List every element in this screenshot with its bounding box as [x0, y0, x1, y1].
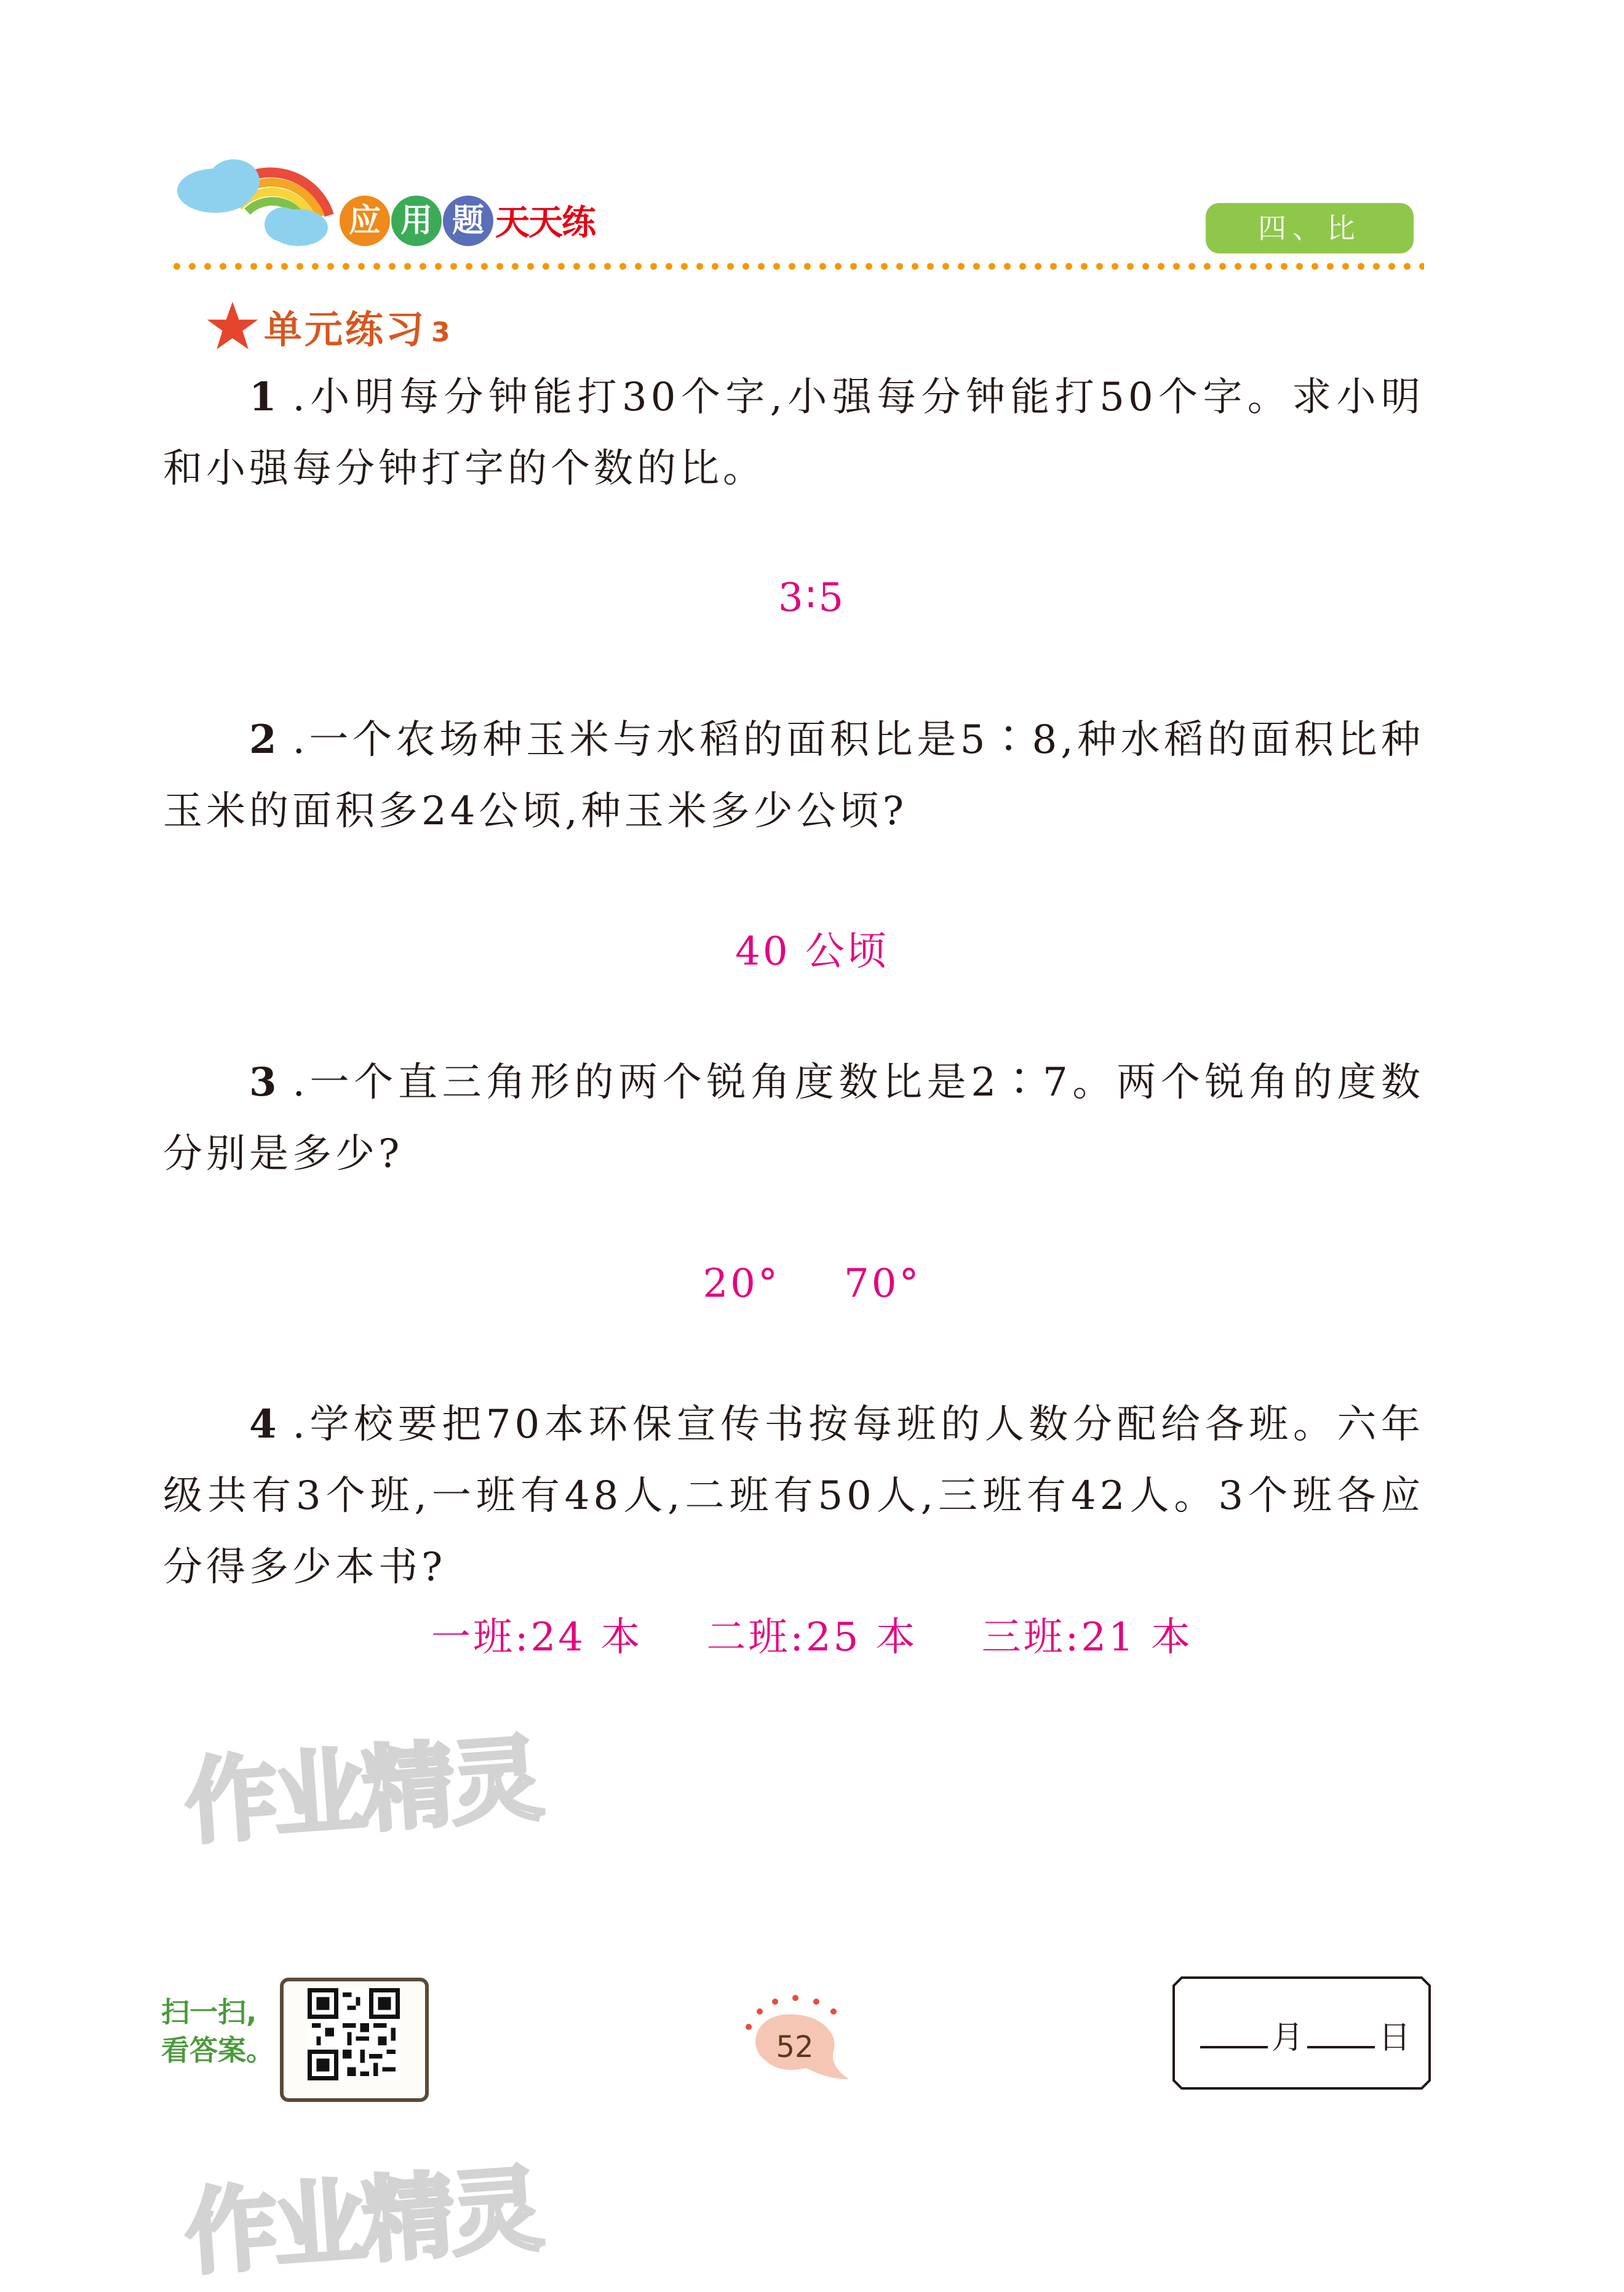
problem-number: 4	[249, 1401, 277, 1447]
rainbow-cloud-logo-icon	[172, 148, 338, 258]
problem-text: 学校要把70本环保宣传书按每班的人数分配给各班。六年级共有3个班,一班有48人,二班有50人,三班有42人。3个班各应分得多少本书?	[163, 1402, 1424, 1590]
scan-prompt	[161, 1993, 274, 2069]
answer-4	[0, 1606, 1624, 1662]
watermark: 作业精灵	[181, 1725, 543, 1857]
date-field[interactable]	[1196, 2011, 1411, 2058]
scan-line-2: 看答案。	[161, 2034, 274, 2067]
star-icon	[206, 300, 259, 352]
logo-char-1: 应	[340, 196, 390, 246]
problem-text: 一个农场种玉米与水稻的面积比是5∶8,种水稻的面积比种玉米的面积多24公顷,种玉米多少公顷?	[163, 717, 1424, 834]
answer-3-part-2: 70°	[844, 1261, 921, 1307]
chapter-tab: 四、比	[1206, 203, 1414, 253]
dotted-divider	[169, 262, 1424, 271]
scan-line-1: 扫一扫,	[161, 1996, 257, 2029]
section-title: 单元练习	[264, 306, 427, 352]
problem-1: 1 .小明每分钟能打30个字,小强每分钟能打50个字。求小明和小强每分钟打字的个数的比。	[163, 374, 1424, 491]
watermark: 作业精灵	[181, 2156, 543, 2288]
answer-1: 3∶5	[778, 575, 846, 621]
answer-2: 40 公顷	[735, 929, 889, 974]
section-heading	[206, 298, 450, 354]
problem-4: 4 .学校要把70本环保宣传书按每班的人数分配给各班。六年级共有3个班,一班有48人,二班有50人,三班有42人。3个班各应分得多少本书?	[163, 1401, 1424, 1590]
qr-code-icon[interactable]	[308, 1988, 400, 2080]
problem-text: 小明每分钟能打30个字,小强每分钟能打50个字。求小明和小强每分钟打字的个数的比。	[163, 375, 1424, 491]
problem-text: 一个直三角形的两个锐角度数比是2∶7。两个锐角的度数分别是多少?	[163, 1060, 1424, 1177]
month-label: 月	[1272, 2019, 1304, 2056]
answer-4-part-3: 三班:21 本	[981, 1615, 1193, 1660]
logo-char-2: 用	[391, 196, 442, 246]
logo-char-3: 题	[443, 196, 493, 246]
day-label: 日	[1379, 2019, 1411, 2056]
page-number: 52	[776, 2030, 814, 2064]
answer-4-part-1: 一班:24 本	[431, 1615, 643, 1660]
problem-number: 3	[249, 1059, 277, 1105]
problem-number: 1	[249, 374, 277, 420]
answer-3	[0, 1261, 1624, 1307]
month-blank[interactable]	[1200, 2021, 1268, 2048]
problem-3: 3 .一个直三角形的两个锐角度数比是2∶7。两个锐角的度数分别是多少?	[163, 1059, 1424, 1177]
logo-subtitle: 天天练	[495, 203, 595, 243]
section-number: 3	[431, 316, 450, 348]
day-blank[interactable]	[1307, 2021, 1375, 2048]
answer-3-part-1: 20°	[703, 1261, 780, 1307]
problem-2: 2 .一个农场种玉米与水稻的面积比是5∶8,种水稻的面积比种玉米的面积多24公顷,种玉米多少公顷?	[163, 717, 1424, 834]
problem-number: 2	[249, 717, 277, 763]
answer-4-part-2: 二班:25 本	[706, 1615, 918, 1660]
